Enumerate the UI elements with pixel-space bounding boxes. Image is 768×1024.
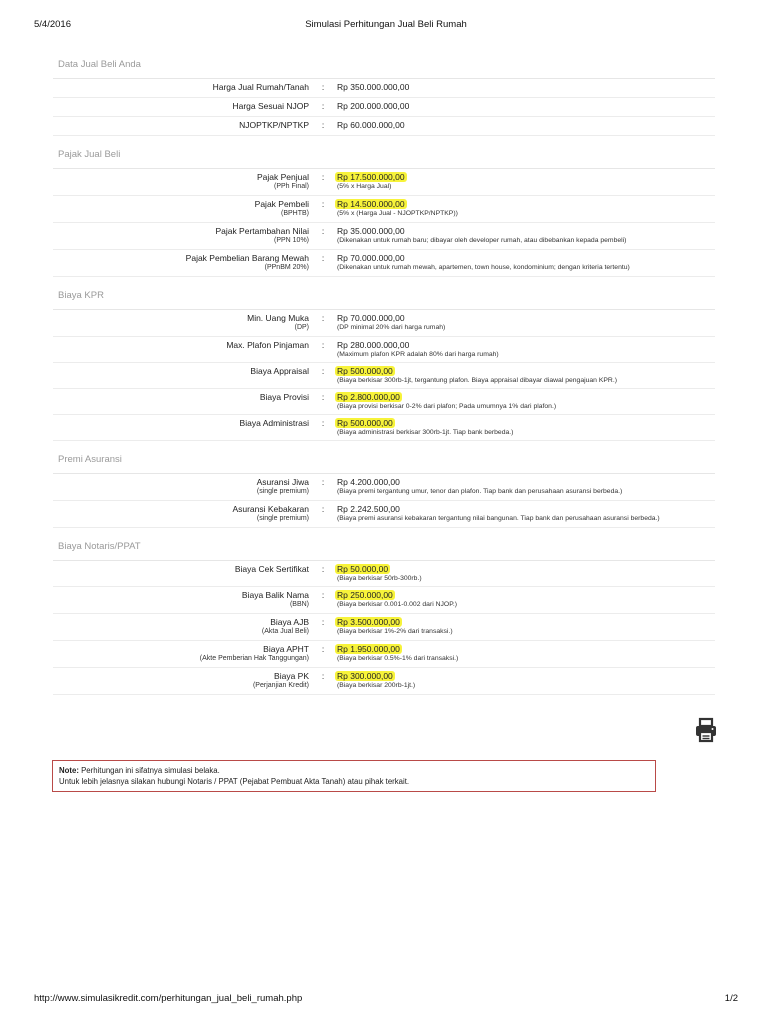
row-label-main: Pajak Pertambahan Nilai — [215, 226, 309, 236]
row-value — [337, 617, 715, 637]
row-label-main: Min. Uang Muka — [247, 313, 309, 323]
table-row — [53, 561, 715, 587]
row-label — [53, 644, 309, 664]
page-title: Simulasi Perhitungan Jual Beli Rumah — [305, 19, 467, 30]
note-box — [52, 760, 656, 792]
row-label-sub: (BPHTB) — [281, 210, 309, 217]
row-label-main: Biaya PK — [274, 671, 309, 681]
row-colon: : — [321, 340, 325, 350]
table-row — [53, 117, 715, 136]
row-colon: : — [321, 617, 325, 627]
table-row — [53, 223, 715, 250]
table-row — [53, 79, 715, 98]
row-colon: : — [321, 392, 325, 402]
row-label — [53, 564, 309, 583]
row-value — [337, 226, 715, 246]
row-colon: : — [321, 671, 325, 681]
row-label-sub: (Perjanjian Kredit) — [252, 682, 309, 689]
table-row — [53, 169, 715, 196]
table-row — [53, 668, 715, 695]
row-label-main: Biaya Cek Sertifikat — [234, 564, 309, 574]
row-value — [337, 340, 715, 359]
print-button[interactable] — [693, 717, 719, 743]
row-amount: Rp 500.000,00 — [337, 366, 393, 376]
row-description: (Biaya berkisar 0.001-0.002 dari NJOP.) — [337, 601, 458, 608]
row-description: (Dikenakan untuk rumah baru; dibayar oleh developer rumah, atau dibebankan kepada pembeli) — [337, 237, 627, 244]
row-colon: : — [321, 504, 325, 514]
row-amount: Rp 2.800.000,00 — [337, 392, 400, 402]
section-title: Pajak Jual Beli — [53, 148, 715, 169]
row-amount: Rp 280.000.000,00 — [337, 340, 410, 350]
row-amount: Rp 500.000,00 — [337, 418, 393, 428]
row-colon: : — [321, 101, 325, 111]
table-row — [53, 501, 715, 528]
row-description: (Biaya berkisar 1%-2% dari transaksi.) — [337, 628, 453, 635]
row-value — [337, 199, 715, 219]
row-label — [53, 477, 309, 497]
row-colon: : — [321, 366, 325, 376]
row-amount: Rp 200.000.000,00 — [337, 101, 410, 111]
row-value — [337, 564, 715, 583]
row-label-main: Biaya Provisi — [259, 392, 309, 402]
row-description: (Biaya administrasi berkisar 300rb-1jt. Tiap bank berbeda.) — [337, 429, 514, 436]
section-title: Biaya KPR — [53, 289, 715, 310]
note-line-1: Perhitungan ini sifatnya simulasi belaka. — [81, 766, 220, 775]
row-amount: Rp 35.000.000,00 — [337, 226, 405, 236]
row-value — [337, 392, 715, 411]
row-label — [53, 392, 309, 411]
section-title: Biaya Notaris/PPAT — [53, 540, 715, 561]
row-value — [337, 101, 715, 113]
row-value — [337, 418, 715, 437]
table-row — [53, 587, 715, 614]
row-description: (5% x Harga Jual) — [337, 183, 392, 190]
row-value — [337, 644, 715, 664]
row-label — [53, 226, 309, 246]
row-description: (Biaya premi asuransi kebakaran tergantung nilai bangunan. Tiap bank dan perusahaan asuransi berbeda.) — [337, 515, 660, 522]
row-label-main: Biaya Administrasi — [239, 418, 309, 428]
row-colon: : — [321, 172, 325, 182]
row-label-sub: (PPN 10%) — [273, 237, 309, 244]
row-label-main: Biaya Appraisal — [250, 366, 309, 376]
row-value — [337, 590, 715, 610]
row-label-main: Asuransi Jiwa — [256, 477, 309, 487]
row-label — [53, 82, 309, 94]
row-label-main: Harga Jual Rumah/Tanah — [212, 82, 309, 92]
row-amount: Rp 50.000,00 — [337, 564, 389, 574]
row-colon: : — [321, 418, 325, 428]
row-value — [337, 82, 715, 94]
table-row — [53, 474, 715, 501]
row-colon: : — [321, 253, 325, 263]
row-colon: : — [321, 477, 325, 487]
table-row — [53, 337, 715, 363]
row-description: (Biaya berkisar 0.5%-1% dari transaksi.) — [337, 655, 459, 662]
table-row — [53, 250, 715, 277]
row-amount: Rp 300.000,00 — [337, 671, 393, 681]
table-row — [53, 196, 715, 223]
row-label-sub: (Akta Jual Beli) — [261, 628, 309, 635]
row-label — [53, 366, 309, 385]
row-label — [53, 101, 309, 113]
row-description: (5% x (Harga Jual - NJOPTKP/NPTKP)) — [337, 210, 458, 217]
row-description: (DP minimal 20% dari harga rumah) — [337, 324, 446, 331]
row-label-main: Biaya APHT — [263, 644, 309, 654]
row-label-main: Max. Plafon Pinjaman — [226, 340, 309, 350]
row-label-main: Pajak Pembeli — [254, 199, 309, 209]
table-row — [53, 641, 715, 668]
table-row — [53, 415, 715, 441]
calculation-content — [53, 58, 715, 695]
row-value — [337, 120, 715, 132]
row-value — [337, 172, 715, 192]
row-amount: Rp 1.950.000,00 — [337, 644, 400, 654]
row-amount: Rp 60.000.000,00 — [337, 120, 405, 130]
row-label-sub: (single premium) — [256, 515, 309, 522]
row-value — [337, 366, 715, 385]
page-number: 1/2 — [724, 993, 738, 1004]
row-label — [53, 313, 309, 333]
table-row — [53, 363, 715, 389]
row-description: (Biaya provisi berkisar 0-2% dari plafon; Pada umumnya 1% dari plafon.) — [337, 403, 557, 410]
row-label-main: Pajak Pembelian Barang Mewah — [185, 253, 309, 263]
row-description: (Maximum plafon KPR adalah 80% dari harga rumah) — [337, 351, 499, 358]
row-label — [53, 199, 309, 219]
row-label — [53, 172, 309, 192]
row-label-sub: (DP) — [294, 324, 309, 331]
page-url: http://www.simulasikredit.com/perhitungan_jual_beli_rumah.php — [34, 993, 303, 1004]
print-date: 5/4/2016 — [34, 19, 71, 30]
row-colon: : — [321, 313, 325, 323]
table-row — [53, 389, 715, 415]
row-description: (Biaya berkisar 300rb-1jt, tergantung plafon. Biaya appraisal dibayar diawal pengajuan KPR.) — [337, 377, 617, 384]
row-label-main: Harga Sesuai NJOP — [232, 101, 309, 111]
row-label — [53, 418, 309, 437]
row-label-main: Biaya AJB — [270, 617, 309, 627]
row-label — [53, 120, 309, 132]
row-value — [337, 253, 715, 273]
row-amount: Rp 2.242.500,00 — [337, 504, 400, 514]
row-value — [337, 477, 715, 497]
row-label — [53, 617, 309, 637]
row-colon: : — [321, 82, 325, 92]
row-description: (Biaya berkisar 200rb-1jt.) — [337, 682, 416, 689]
section-title: Premi Asuransi — [53, 453, 715, 474]
row-colon: : — [321, 644, 325, 654]
row-colon: : — [321, 226, 325, 236]
section-title: Data Jual Beli Anda — [53, 58, 715, 79]
row-description: (Biaya berkisar 50rb-300rb.) — [337, 575, 422, 582]
row-colon: : — [321, 120, 325, 130]
row-amount: Rp 14.500.000,00 — [337, 199, 405, 209]
table-row — [53, 98, 715, 117]
row-label — [53, 590, 309, 610]
row-label-main: NJOPTKP/NPTKP — [239, 120, 309, 130]
row-value — [337, 313, 715, 333]
row-label-main: Biaya Balik Nama — [241, 590, 309, 600]
row-label-main: Pajak Penjual — [257, 172, 309, 182]
row-label — [53, 504, 309, 524]
row-amount: Rp 350.000.000,00 — [337, 82, 410, 92]
row-label-sub: (PPnBM 20%) — [264, 264, 309, 271]
row-amount: Rp 250.000,00 — [337, 590, 393, 600]
row-label — [53, 671, 309, 691]
row-colon: : — [321, 590, 325, 600]
note-line-2: Untuk lebih jelasnya silakan hubungi Notaris / PPAT (Pejabat Pembuat Akta Tanah) atau pihak terkait. — [59, 777, 410, 786]
row-value — [337, 504, 715, 524]
row-label-sub: (PPh Final) — [273, 183, 309, 190]
row-label-sub: (BBN) — [289, 601, 309, 608]
table-row — [53, 614, 715, 641]
row-amount: Rp 4.200.000,00 — [337, 477, 400, 487]
table-row — [53, 310, 715, 337]
row-label-main: Asuransi Kebakaran — [232, 504, 309, 514]
row-amount: Rp 3.500.000,00 — [337, 617, 400, 627]
row-amount: Rp 70.000.000,00 — [337, 313, 405, 323]
row-label — [53, 340, 309, 359]
row-description: (Biaya premi tergantung umur, tenor dan plafon. Tiap bank dan perusahaan asuransi berbeda.) — [337, 488, 623, 495]
row-description: (Dikenakan untuk rumah mewah, apartemen, town house, kondominium; dengan kriteria tertentu) — [337, 264, 630, 271]
row-label-sub: (single premium) — [256, 488, 309, 495]
note-label: Note: — [59, 766, 79, 775]
row-label — [53, 253, 309, 273]
row-value — [337, 671, 715, 691]
printer-icon — [693, 717, 719, 743]
row-amount: Rp 17.500.000,00 — [337, 172, 405, 182]
row-colon: : — [321, 564, 325, 574]
row-colon: : — [321, 199, 325, 209]
row-amount: Rp 70.000.000,00 — [337, 253, 405, 263]
row-label-sub: (Akte Pemberian Hak Tanggungan) — [199, 655, 309, 662]
